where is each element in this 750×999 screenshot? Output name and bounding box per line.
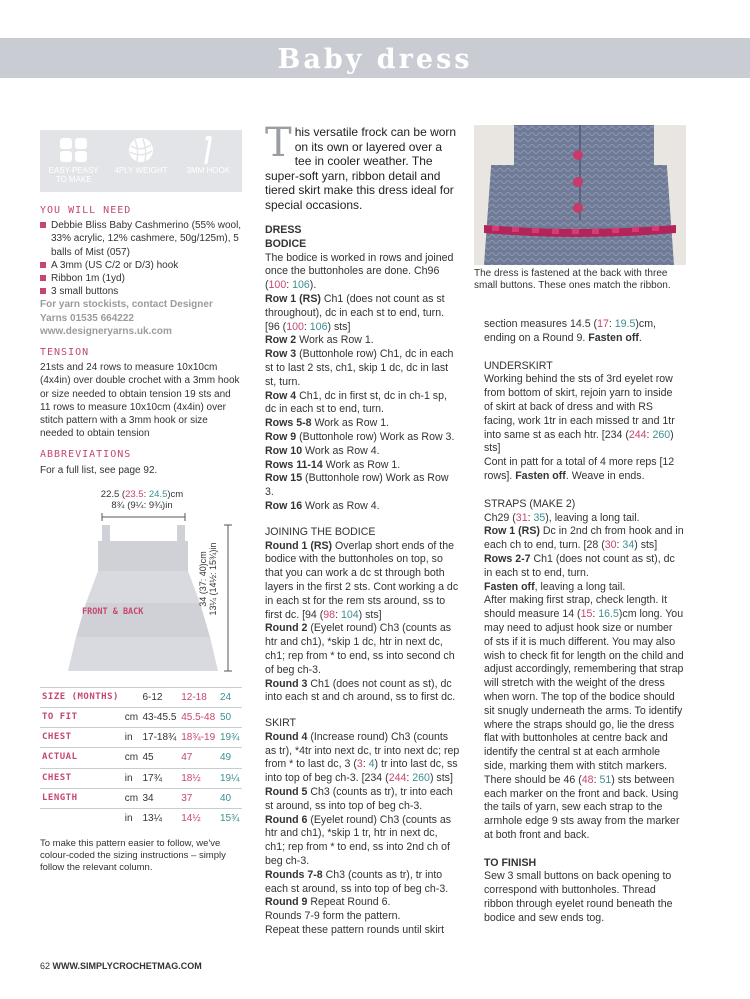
crochet-hook-icon xyxy=(180,136,236,164)
wool-ball-icon xyxy=(113,136,169,164)
pattern-column-2: section measures 14.5 (17: 19.5)cm, ending on a Round 9. Fasten off. UNDERSKIRT Working behind the sts of 3rd eyelet row from bottom of skirt, rejoin yarn to inside of skirt at back of dress and with RS facing, work 1tr in each missed tr and 1tr into same st as each htr. [234 (244: 260) sts] Cont in patt for a total of 4 more reps [12 rows]. Fasten off. Weave in ends. STRAPS (MAKE 2) Ch29 (31: 35), leaving a long tail. Row 1 (RS) Dc in 2nd ch from hook and in each ch to end, turn. [28 (30: 34) sts] Rows 2-7 Ch1 (does not count as st), dc in each st to end, turn. Fasten off, leaving a long tail. After making first strap, check length. It should measure 14 (15: 16.5)cm long. You may need to adjust hook size or number of sts if it is much different. You may also wish to check fit for length on the child and adjust accordingly, remembering that strap will stretch with the weight of the dress when worn. The top of the bodice should sit snugly underneath the arms. To identify where the straps should go, lie the dress flat with buttonholes at centre back and identify the central st at each armhole side, marking them with stitch markers. There should be 46 (48: 51) sts between each marker on the front and back. Using the tails of yarn, sew each strap to the armhole edge 9 sts away from the marker at both front and back. TO FINISH Sew 3 small buttons on back opening to correspond with buttonholes. Thread ribbon through eyelet round beneath the bodice and sew ends tog. xyxy=(484,318,684,924)
you-will-need-heading: YOU WILL NEED xyxy=(40,205,132,216)
list-item: Debbie Bliss Baby Cashmerino (55% wool, 33% acrylic, 12% cashmere, 50g/125m), 5 balls of Mist (057) xyxy=(40,219,242,259)
table-row: SIZE (MONTHS) 6-12 12-18 24 xyxy=(40,687,242,707)
photo-caption: The dress is fastened at the back with three small buttons. These ones match the ribbon. xyxy=(474,268,671,291)
title-banner xyxy=(0,38,750,78)
page-title: Baby dress xyxy=(277,44,473,75)
materials-list xyxy=(40,219,242,298)
page-footer: 62 WWW.SIMPLYCROCHETMAG.COM xyxy=(40,961,202,971)
abbreviations-heading: ABBREVIATIONS xyxy=(40,449,132,461)
table-row: CHEST in 17¾ 18½ 19¼ xyxy=(40,768,242,788)
info-label: 3MM HOOK xyxy=(186,166,231,175)
difficulty-info xyxy=(46,136,102,192)
list-item: 3 small buttons xyxy=(40,285,242,298)
dress-photo xyxy=(474,125,686,265)
intro-text: This versatile frock can be worn on its own or layered over a tee in cooler weather. The super-soft yarn, ribbon detail and tiered skirt make this dress ideal for special occasions. xyxy=(265,120,457,212)
diagram-label: FRONT & BACK xyxy=(82,606,144,617)
yarn-ball-icon xyxy=(46,136,102,164)
info-label: EASY-PEASY TO MAKE xyxy=(48,166,99,184)
list-item: Ribbon 1m (1yd) xyxy=(40,272,242,285)
table-row: LENGTH cm 34 37 40 xyxy=(40,788,242,808)
tension-heading: TENSION xyxy=(40,347,90,359)
tension-text: 21sts and 24 rows to measure 10x10cm (4x4in) over double crochet with a 3mm hook or size needed to obtain tension 19 sts and 11 rows to measure 10x10cm (4x4in) over stitch pattern with a 3mm hook or size needed to obtain tension xyxy=(40,362,240,440)
table-row: ACTUAL cm 45 47 49 xyxy=(40,748,242,768)
sidebar-column xyxy=(40,130,242,874)
colour-code-note: To make this pattern easier to follow, we've colour-coded the sizing instructions – simply follow the relevant column. xyxy=(40,838,226,874)
section-heading: DRESS xyxy=(265,224,302,236)
stockists-text: For yarn stockists, contact Designer Yarns 01535 664222 www.designeryarns.uk.com xyxy=(40,299,213,337)
width-measure: 22.5 (23.5: 24.5)cm 8¾ (9¼: 9¾)in xyxy=(100,488,184,511)
hook-info xyxy=(180,136,236,192)
list-item: A 3mm (US C/2 or D/3) hook xyxy=(40,259,242,272)
drop-cap: T xyxy=(265,120,292,166)
abbreviations-text: For a full list, see page 92. xyxy=(40,464,158,476)
info-box xyxy=(40,130,242,192)
table-row: CHEST in 17-18¾ 18¾-19 19¾ xyxy=(40,728,242,748)
dress-diagram xyxy=(40,489,242,679)
weight-info xyxy=(113,136,169,192)
table-row: TO FIT cm 43-45.5 45.5-48 50 xyxy=(40,708,242,728)
height-measure: 34 (37: 40)cm 13¼ (14½: 15¾)in xyxy=(198,542,218,616)
info-label: 4PLY WEIGHT xyxy=(114,166,168,175)
table-row: in 13¼ 14½ 15¾ xyxy=(40,809,242,829)
pattern-column-1: This versatile frock can be worn on its own or layered over a tee in cooler weather. The super-soft yarn, ribbon detail and tiered skirt make this dress ideal for special occasions. DRESS BODICE The bodice is worked in rows and joined once the buttonholes are done. Ch96 (100: 106). Row 1 (RS) Ch1 (does not count as st throughout), dc in each st to end, turn. [96 (100: 106) sts] Row 2 Work as Row 1. Row 3 (Buttonhole row) Ch1, dc in each st to last 2 sts, ch1, skip 1 dc, dc in last st, turn. Row 4 Ch1, dc in first st, dc in ch-1 sp, dc in each st to end, turn. Rows 5-8 Work as Row 1. Row 9 (Buttonhole row) Work as Row 3. Row 10 Work as Row 4. Rows 11-14 Work as Row 1. Row 15 (Buttonhole row) Work as Row 3. Row 16 Work as Row 4. JOINING THE BODICE Round 1 (RS) Overlap short ends of the bodice with the buttonholes on top, so that you can work a dc st through both layers in the first 2 sts. Cont working a dc in each st for the rem sts around, ss to first dc. [94 (98: 104) sts] Round 2 (Eyelet round) Ch3 (counts as htr and ch1), *skip 1 dc, htr in next dc, ch1; rep from * to end, ss into second ch of beg ch-3. Round 3 Ch1 (does not count as st), dc into each st and ch around, ss to first dc. SKIRT Round 4 (Increase round) Ch3 (counts as tr), *4tr into next dc, tr into next dc; rep from * to last dc, 3 (3: 4) tr into last dc, ss into top of beg ch-3. [234 (244: 260) sts] Round 5 Ch3 (counts as tr), tr into each st around, ss into top of beg ch-3. Round 6 (Eyelet round) Ch3 (counts as htr and ch1), *skip 1 tr, htr in next dc, ch1; rep from * to end, ss into 2nd ch of beg ch-3. Rounds 7-8 Ch3 (counts as tr), tr into each st around, ss into top of beg ch-3. Round 9 Repeat Round 6. Rounds 7-9 form the pattern. Repeat these pattern rounds until skirt xyxy=(265,120,460,937)
size-table xyxy=(40,687,242,828)
